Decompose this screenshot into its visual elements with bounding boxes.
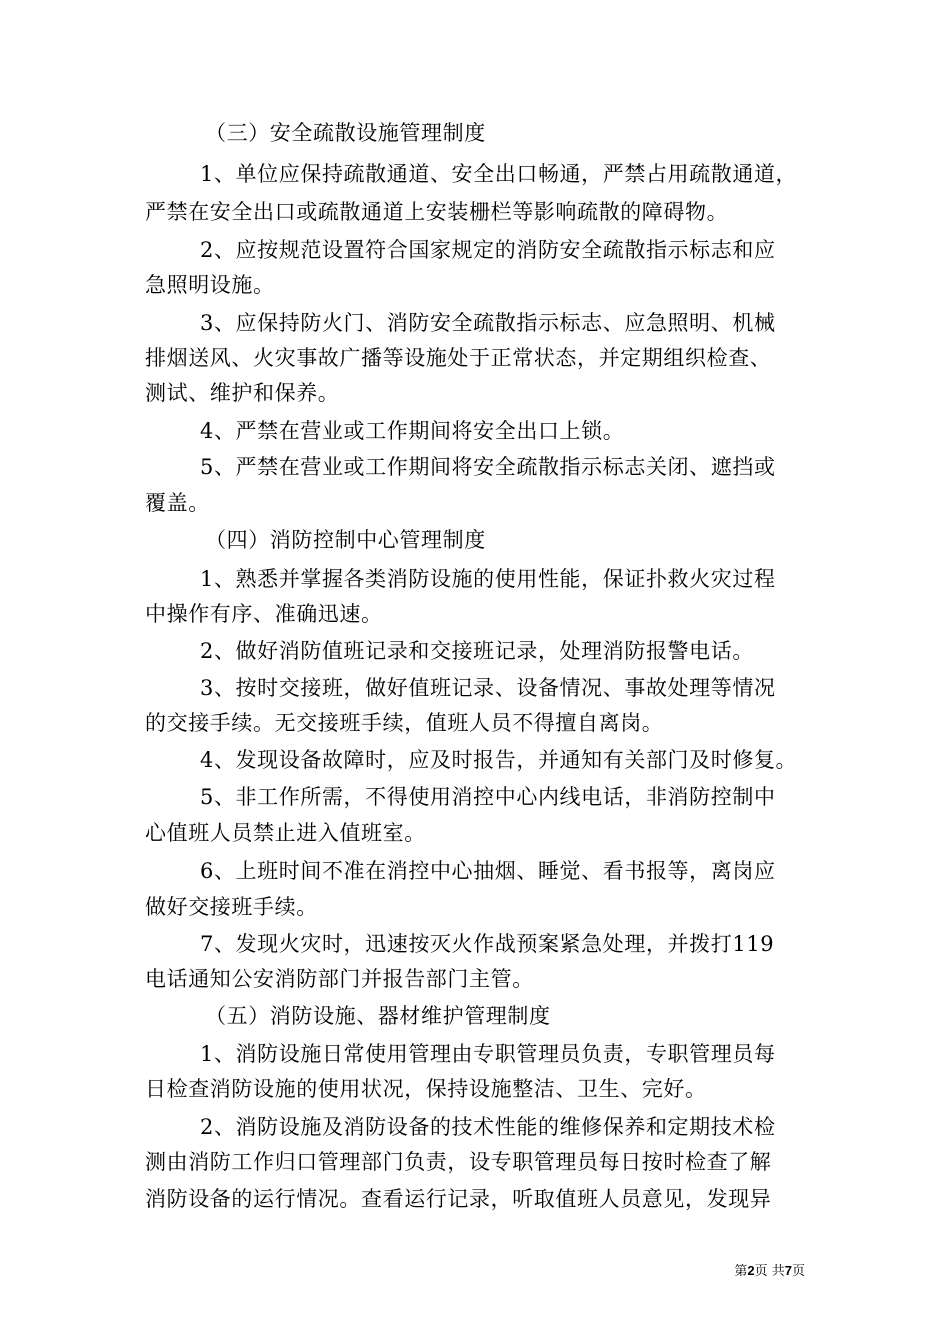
footer-prefix: 第 [734, 1264, 748, 1279]
paragraph-line: 急照明设施。 [145, 273, 275, 297]
paragraph-line: 4、严禁在营业或工作期间将安全出口上锁。 [200, 419, 625, 443]
paragraph-line: 消防设备的运行情况。查看运行记录，听取值班人员意见，发现异 [145, 1187, 772, 1211]
footer-total-pages: 7 [784, 1263, 792, 1278]
footer-suffix: 页 [791, 1264, 805, 1279]
paragraph-line: 3、按时交接班，做好值班记录、设备情况、事故处理等情况 [200, 676, 776, 700]
paragraph-line: 做好交接班手续。 [145, 895, 318, 919]
paragraph-line: 2、消防设施及消防设备的技术性能的维修保养和定期技术检 [200, 1115, 776, 1139]
paragraph-line: 1、消防设施日常使用管理由专职管理员负责，专职管理员每 [200, 1042, 776, 1066]
paragraph-line: 2、做好消防值班记录和交接班记录，处理消防报警电话。 [200, 639, 754, 663]
paragraph-line: 5、严禁在营业或工作期间将安全疏散指示标志关闭、遮挡或 [200, 455, 776, 479]
section-heading-4: （四）消防控制中心管理制度 [205, 528, 486, 552]
paragraph-line: 心值班人员禁止进入值班室。 [145, 821, 426, 845]
paragraph-line: 4、发现设备故障时，应及时报告，并通知有关部门及时修复。 [200, 748, 798, 772]
footer-page-number: 2 [747, 1263, 755, 1278]
paragraph-line: 测试、维护和保养。 [145, 381, 340, 405]
paragraph-line: 1、熟悉并掌握各类消防设施的使用性能，保证扑救火灾过程 [200, 567, 776, 591]
paragraph-line: 2、应按规范设置符合国家规定的消防安全疏散指示标志和应 [200, 238, 776, 262]
paragraph-line: 6、上班时间不准在消控中心抽烟、睡觉、看书报等，离岗应 [200, 859, 776, 883]
paragraph-line: 排烟送风、火灾事故广播等设施处于正常状态，并定期组织检查、 [145, 346, 772, 370]
paragraph-line: 电话通知公安消防部门并报告部门主管。 [145, 967, 534, 991]
footer-middle: 页 共 [754, 1264, 785, 1279]
section-heading-5: （五）消防设施、器材维护管理制度 [205, 1004, 551, 1028]
paragraph-line: 日检查消防设施的使用状况，保持设施整洁、卫生、完好。 [145, 1077, 707, 1101]
paragraph-line: 中操作有序、准确迅速。 [145, 602, 383, 626]
page-footer [734, 1262, 805, 1281]
paragraph-line: 7、发现火灾时，迅速按灭火作战预案紧急处理，并拨打119 [200, 932, 775, 956]
paragraph-line: 严禁在安全出口或疏散通道上安装栅栏等影响疏散的障碍物。 [145, 200, 729, 224]
paragraph-line: 的交接手续。无交接班手续，值班人员不得擅自离岗。 [145, 711, 664, 735]
paragraph-line: 覆盖。 [145, 491, 210, 515]
section-heading-3: （三）安全疏散设施管理制度 [205, 121, 486, 145]
paragraph-line: 5、非工作所需，不得使用消控中心内线电话，非消防控制中 [200, 785, 776, 809]
paragraph-line: 1、单位应保持疏散通道、安全出口畅通，严禁占用疏散通道， [200, 162, 798, 186]
paragraph-line: 测由消防工作归口管理部门负责，设专职管理员每日按时检查了解 [145, 1150, 772, 1174]
paragraph-line: 3、应保持防火门、消防安全疏散指示标志、应急照明、机械 [200, 311, 776, 335]
